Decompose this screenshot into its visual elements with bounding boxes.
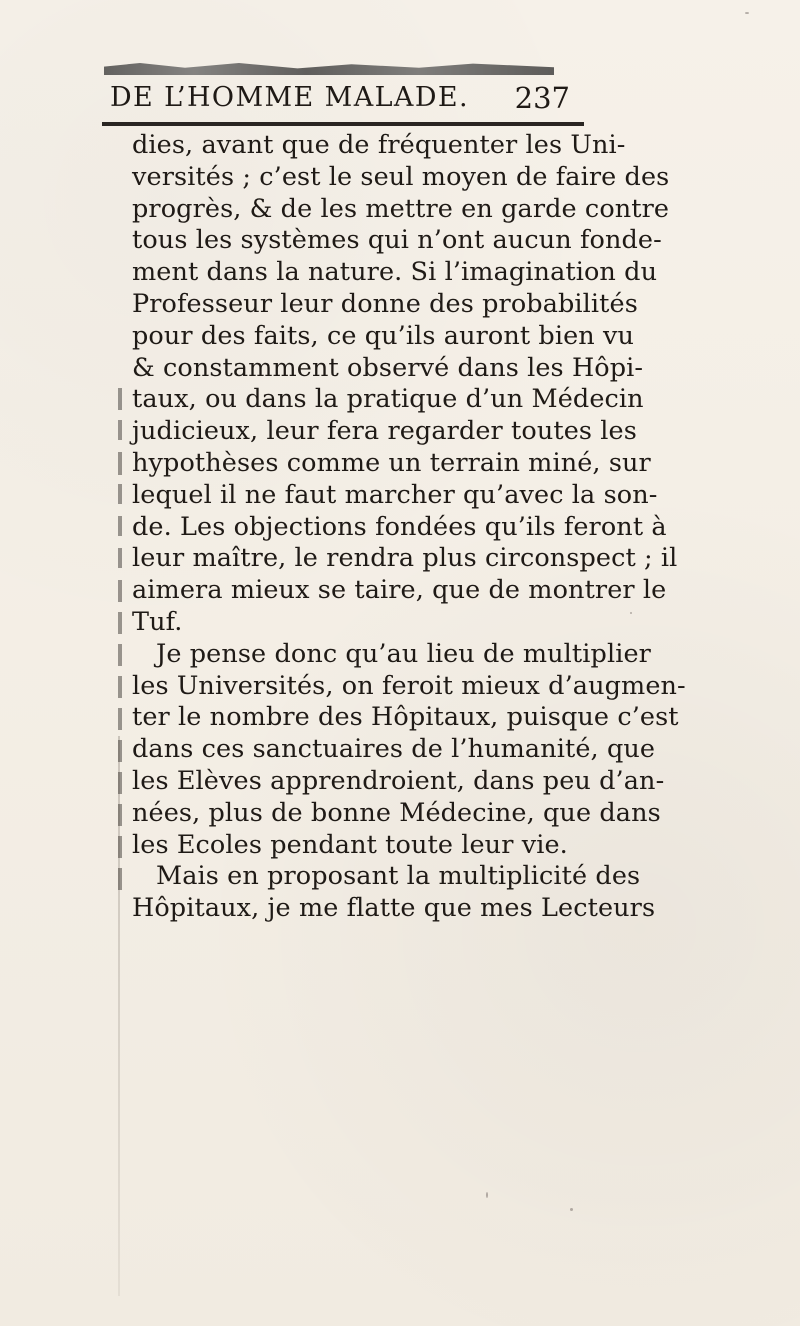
- gutter-mark: [118, 580, 122, 602]
- text-line: progrès, & de les mettre en garde contre: [132, 193, 670, 224]
- text-line: dies, avant que de fréquenter les Uni-: [132, 130, 626, 160]
- header-rule: [102, 122, 584, 126]
- paper-speck: [745, 12, 749, 14]
- text-line: Professeur leur donne des probabilités: [132, 288, 638, 319]
- text-line: Mais en proposant la multiplicité des: [156, 861, 641, 892]
- text-line: les Elèves apprendroient, dans peu d’an-: [132, 765, 665, 796]
- text-line: tous les systèmes qui n’ont aucun fonde-: [132, 225, 662, 256]
- gutter-mark: [118, 644, 122, 666]
- paper-speck: [570, 1208, 573, 1211]
- text-line: leur maître, le rendra plus circonspect ; il: [132, 543, 678, 574]
- text-line: nées, plus de bonne Médecine, que dans: [132, 797, 661, 828]
- page-top-wear: [104, 63, 554, 75]
- running-head: [110, 82, 590, 118]
- running-head-title: DE L’HOMME MALADE.: [110, 82, 469, 113]
- gutter-mark: [118, 388, 122, 410]
- text-line: Tuf.: [132, 606, 183, 637]
- text-line: Hôpitaux, je me flatte que mes Lecteurs: [132, 893, 656, 924]
- text-line: taux, ou dans la pratique d’un Médecin: [132, 384, 644, 415]
- page-edge-shadow: [118, 736, 120, 1296]
- gutter-mark: [118, 708, 122, 730]
- text-line: les Ecoles pendant toute leur vie.: [132, 829, 568, 860]
- text-line: judicieux, leur fera regarder toutes les: [132, 416, 637, 447]
- gutter-mark: [118, 484, 122, 504]
- text-line: pour des faits, ce qu’ils auront bien vu: [132, 320, 635, 351]
- text-line: versités ; c’est le seul moyen de faire des: [132, 161, 670, 192]
- gutter-mark: [118, 452, 122, 475]
- text-line: lequel il ne faut marcher qu’avec la son-: [132, 479, 658, 510]
- text-line: ter le nombre des Hôpitaux, puisque c’est: [132, 702, 679, 733]
- text-line: hypothèses comme un terrain miné, sur: [132, 447, 651, 478]
- text-line: de. Les objections fondées qu’ils feront à: [132, 511, 667, 542]
- gutter-mark: [118, 420, 122, 440]
- gutter-mark: [118, 516, 122, 536]
- main-text: [132, 130, 686, 925]
- text-line: & constamment observé dans les Hôpi-: [132, 352, 644, 383]
- paper-speck: [630, 612, 632, 614]
- text-line: dans ces sanctuaires de l’humanité, que: [132, 734, 656, 765]
- text-line: ment dans la nature. Si l’imagination du: [132, 257, 658, 288]
- gutter-mark: [118, 676, 122, 698]
- paper-speck: [486, 1192, 488, 1198]
- gutter-mark: [118, 548, 122, 568]
- page-number: 237: [514, 81, 570, 115]
- text-line: aimera mieux se taire, que de montrer le: [132, 575, 667, 606]
- text-line: Je pense donc qu’au lieu de multiplier: [156, 638, 651, 669]
- gutter-mark: [118, 612, 122, 634]
- text-line: les Universités, on feroit mieux d’augmen-: [132, 670, 686, 701]
